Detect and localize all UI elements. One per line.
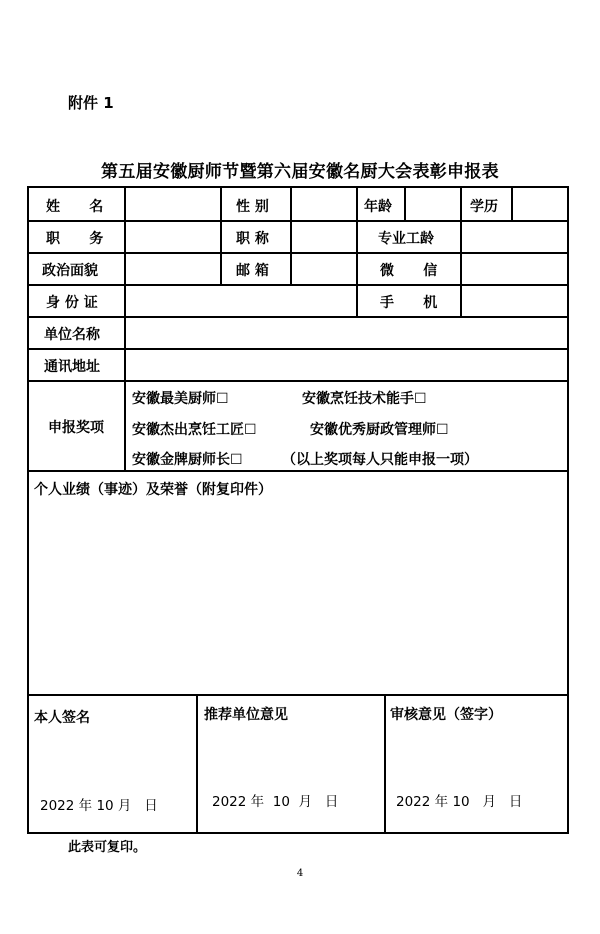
address-field[interactable] bbox=[126, 350, 567, 380]
label-work-years: 专业工龄 bbox=[378, 231, 434, 247]
award-option-cooking-skill-expert[interactable]: 安徽烹饪技术能手☐ bbox=[302, 391, 427, 407]
label-name: 姓 名 bbox=[46, 199, 104, 215]
label-position: 职 务 bbox=[46, 231, 104, 247]
award-option-kitchen-manager[interactable]: 安徽优秀厨政管理师☐ bbox=[310, 422, 449, 438]
award-note: （以上奖项每人只能申报一项） bbox=[282, 452, 478, 468]
review-opinion-label: 审核意见（签字） bbox=[390, 707, 502, 723]
label-political-status: 政治面貌 bbox=[42, 263, 98, 279]
review-opinion-date: 2022 年 10 月 日 bbox=[396, 794, 523, 810]
label-id-card: 身 份 证 bbox=[46, 295, 98, 311]
footer-note: 此表可复印。 bbox=[68, 840, 147, 855]
name-field[interactable] bbox=[126, 188, 220, 220]
work-years-field[interactable] bbox=[462, 222, 567, 252]
unit-opinion-date: 2022 年 10 月 日 bbox=[212, 794, 339, 810]
title-field[interactable] bbox=[292, 222, 356, 252]
review-opinion-area[interactable] bbox=[386, 725, 567, 785]
label-mobile: 手 机 bbox=[380, 295, 438, 311]
award-option-most-beautiful-chef[interactable]: 安徽最美厨师☐ bbox=[132, 391, 229, 407]
political-status-field[interactable] bbox=[126, 254, 220, 284]
achievements-label: 个人业绩（事迹）及荣誉（附复印件） bbox=[34, 482, 272, 498]
label-title: 职 称 bbox=[236, 231, 269, 247]
form-title: 第五届安徽厨师节暨第六届安徽名厨大会表彰申报表 bbox=[101, 162, 499, 182]
award-option-gold-head-chef[interactable]: 安徽金牌厨师长☐ bbox=[132, 452, 243, 468]
position-field[interactable] bbox=[126, 222, 220, 252]
unit-opinion-area[interactable] bbox=[198, 725, 384, 785]
label-wechat: 微 信 bbox=[380, 263, 438, 279]
gender-field[interactable] bbox=[292, 188, 356, 220]
page-number: 4 bbox=[296, 868, 304, 879]
employer-field[interactable] bbox=[126, 318, 567, 348]
wechat-field[interactable] bbox=[462, 254, 567, 284]
achievements-area[interactable] bbox=[29, 500, 567, 692]
attachment-label: 附件 1 bbox=[68, 94, 114, 112]
label-address: 通讯地址 bbox=[44, 359, 100, 375]
label-education: 学历 bbox=[470, 199, 498, 215]
unit-opinion-label: 推荐单位意见 bbox=[204, 707, 288, 723]
email-field[interactable] bbox=[292, 254, 356, 284]
self-signature-label: 本人签名 bbox=[34, 710, 90, 726]
self-signature-area[interactable] bbox=[29, 730, 196, 785]
self-signature-date: 2022 年 10 月 日 bbox=[40, 798, 158, 814]
id-card-field[interactable] bbox=[126, 286, 356, 316]
label-age: 年龄 bbox=[364, 199, 392, 215]
award-option-outstanding-craftsman[interactable]: 安徽杰出烹饪工匠☐ bbox=[132, 422, 257, 438]
label-employer: 单位名称 bbox=[44, 327, 100, 343]
age-field[interactable] bbox=[406, 188, 460, 220]
label-email: 邮 箱 bbox=[236, 263, 269, 279]
label-award-apply: 申报奖项 bbox=[48, 420, 104, 436]
label-gender: 性 别 bbox=[236, 199, 269, 215]
mobile-field[interactable] bbox=[462, 286, 567, 316]
education-field[interactable] bbox=[513, 188, 567, 220]
